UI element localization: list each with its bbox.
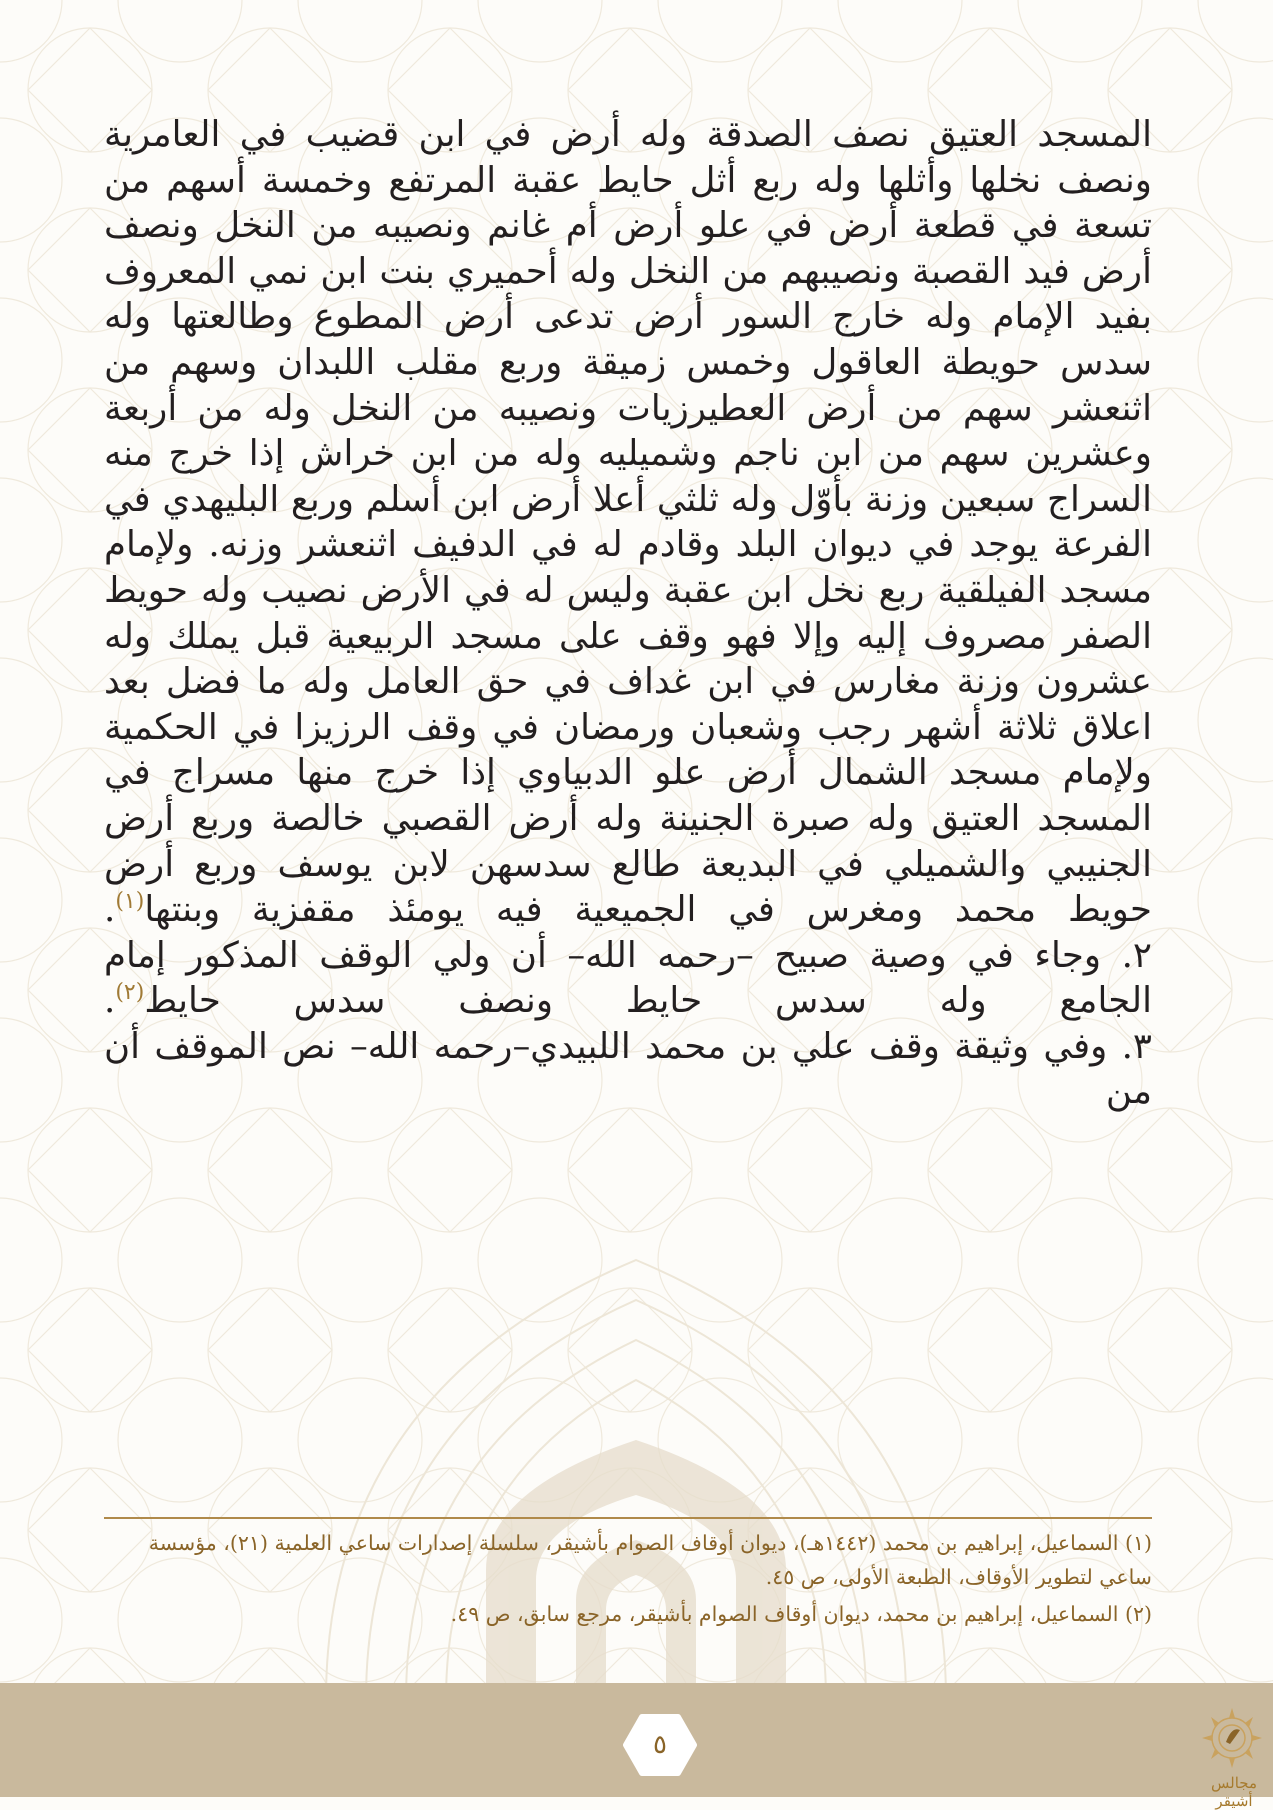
page-number: ٥: [653, 1730, 667, 1760]
paragraph-text: المسجد العتيق نصف الصدقة وله أرض في ابن قضيب في العامرية ونصف نخلها وأثلها وله ربع أثل حايط عقبة المرتفع وخمسة أسهم من تسعة في قطعة أرض في علو أرض أم غانم ونصيبه من النخل ونصف أرض فيد القصبة ونصيبهم من النخل وله أحميري بنت ابن نمي المعروف بفيد الإمام وله خارج السور أرض تدعى أرض المطوع وطالعتها وله سدس حويطة العاقول وخمس زميقة وربع مقلب اللبدان وسهم من اثنعشر سهم من أرض العطيرزيات ونصيبه من النخل وله من أربعة وعشرين سهم من ابن ناجم وشميليه وله من ابن خراش إذا خرج منه السراج سبعين وزنة بأوّل وله ثلثي أعلا أرض ابن أسلم وربع البليهدي في الفرعة يوجد في ديوان البلد وقادم له في الدفيف اثنعشر وزنه. ولإمام مسجد الفيلقية ربع نخل ابن عقبة وليس له في الأرض نصيب وله حويط الصفر مصروف إليه وإلا فهو وقف على مسجد الربيعية قبل يملك وله عشرون وزنة مغارس في ابن غداف في حق العامل وله ما فضل بعد اعلاق ثلاثة أشهر رجب وشعبان ورمضان في وقف الرزيزا في الحكمية ولإمام مسجد الشمال أرض علو الدبياوي إذا خرج منها مسراج في المسجد العتيق وله صبرة الجنينة وله أرض القصبي خالصة وربع أرض الجنيبي والشميلي في البديعة طالع سدسهن لابن يوسف وربع أرض حويط محمد ومغرس في الجميعية فيه يومئذ مقفزية وبنتها: [104, 114, 1152, 931]
footnote-ref-2[interactable]: (٢): [115, 980, 145, 1006]
footnote-1: (١) السماعيل، إبراهيم بن محمد (١٤٤٢هـ)، ديوان أوقاف الصوام بأشيقر، سلسلة إصدارات ساعي العلمية (٢١)، مؤسسة ساعي لتطوير الأوقاف، الطبعة الأولى، ص ٤٥.: [148, 1531, 1152, 1589]
body-paragraph-3: ٣. وفي وثيقة وقف علي بن محمد اللبيدي–رحمه الله– نص الموقف أن من: [104, 1025, 1152, 1113]
brand-logo-text: مجالس أشيقر: [1211, 1774, 1257, 1810]
body-paragraph-1: [104, 112, 1152, 933]
footnote-divider: [104, 1517, 1152, 1519]
paragraph-text: ٢. وجاء في وصية صبيح –رحمه الله– أن ولي الوقف المذكور إمام الجامع وله سدس حايط ونصف سدس حايط: [104, 934, 1152, 1022]
paragraph-end: .: [104, 980, 116, 1022]
footnote-2: (٢) السماعيل، إبراهيم بن محمد، ديوان أوقاف الصوام بأشيقر، مرجع سابق، ص ٤٩.: [450, 1602, 1152, 1626]
footnotes: [104, 1526, 1152, 1634]
paragraph-end: .: [104, 889, 116, 931]
footnote-ref-1[interactable]: (١): [115, 889, 145, 915]
body-paragraph-2: [104, 933, 1152, 1024]
body-text: [104, 112, 1152, 1115]
